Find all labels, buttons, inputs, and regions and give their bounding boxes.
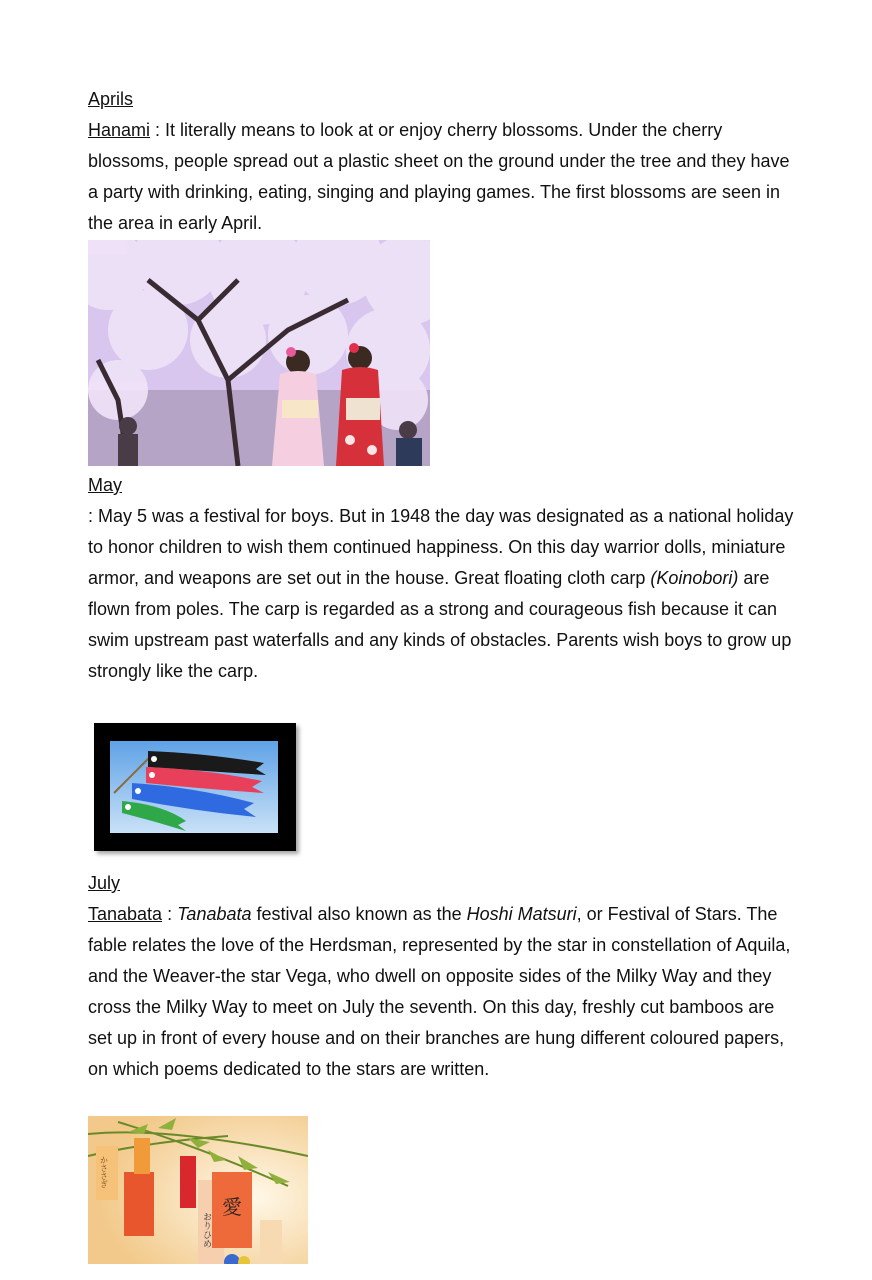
april-text: : It literally means to look at or enjoy cherry blossoms. Under the cherry blossoms, people spread out a plastic sheet on the ground under the tree and they have a party with drinking, eating, singing and playing games. The first blossoms are seen in the area in early April. <box>88 120 790 233</box>
tanzaku-text: かささぎ <box>99 1156 109 1188</box>
april-heading: Aprils <box>88 89 134 109</box>
tanzaku-text: 愛 <box>222 1195 242 1219</box>
tanzaku-strip <box>260 1220 282 1264</box>
tanabata-term: Tanabata <box>88 904 163 924</box>
koinobori-term: (Koinobori) <box>650 568 739 588</box>
tanzaku-text: おりひめ <box>201 1212 211 1248</box>
april-paragraph <box>88 115 798 239</box>
hoshi-matsuri-term: Hoshi Matsuri <box>466 904 577 924</box>
tanabata-photo <box>88 1116 308 1264</box>
may-paragraph: : May 5 was a festival for boys. But in 1948 the day was designated as a national holiday to honor children to wish them continued happiness. On this day warrior dolls, miniature armor, and weapons are set out in the house. Great floating cloth carp (Koinobori) are flown from poles. The carp is regarded as a strong and courageous fish because it can swim upstream past waterfalls and any kinds of obstacles. Parents wish boys to grow up strongly like the carp. <box>88 506 794 681</box>
april-section <box>88 84 798 239</box>
koinobori-photo <box>94 723 296 851</box>
july-section <box>88 868 798 1085</box>
tanzaku-strip <box>134 1138 150 1174</box>
may-section <box>88 470 798 687</box>
tanzaku-strip <box>124 1172 154 1236</box>
hanami-photo <box>88 240 430 466</box>
hanami-term: Hanami <box>88 120 151 140</box>
tanzaku-strip <box>180 1156 196 1208</box>
july-paragraph: Tanabata : Tanabata festival also known as the Hoshi Matsuri, or Festival of Stars. The fable relates the love of the Herdsman, represented by the star in constellation of Aquila, and the Weaver-the star Vega, who dwell on opposite sides of the Milky Way and they cross the Milky Way to meet on July the seventh. On this day, freshly cut bamboos are set up in front of every house and on their branches are hung different coloured papers, on which poems dedicated to the stars are written. <box>88 904 791 1079</box>
july-heading: July <box>88 873 121 893</box>
may-heading: May <box>88 475 123 495</box>
